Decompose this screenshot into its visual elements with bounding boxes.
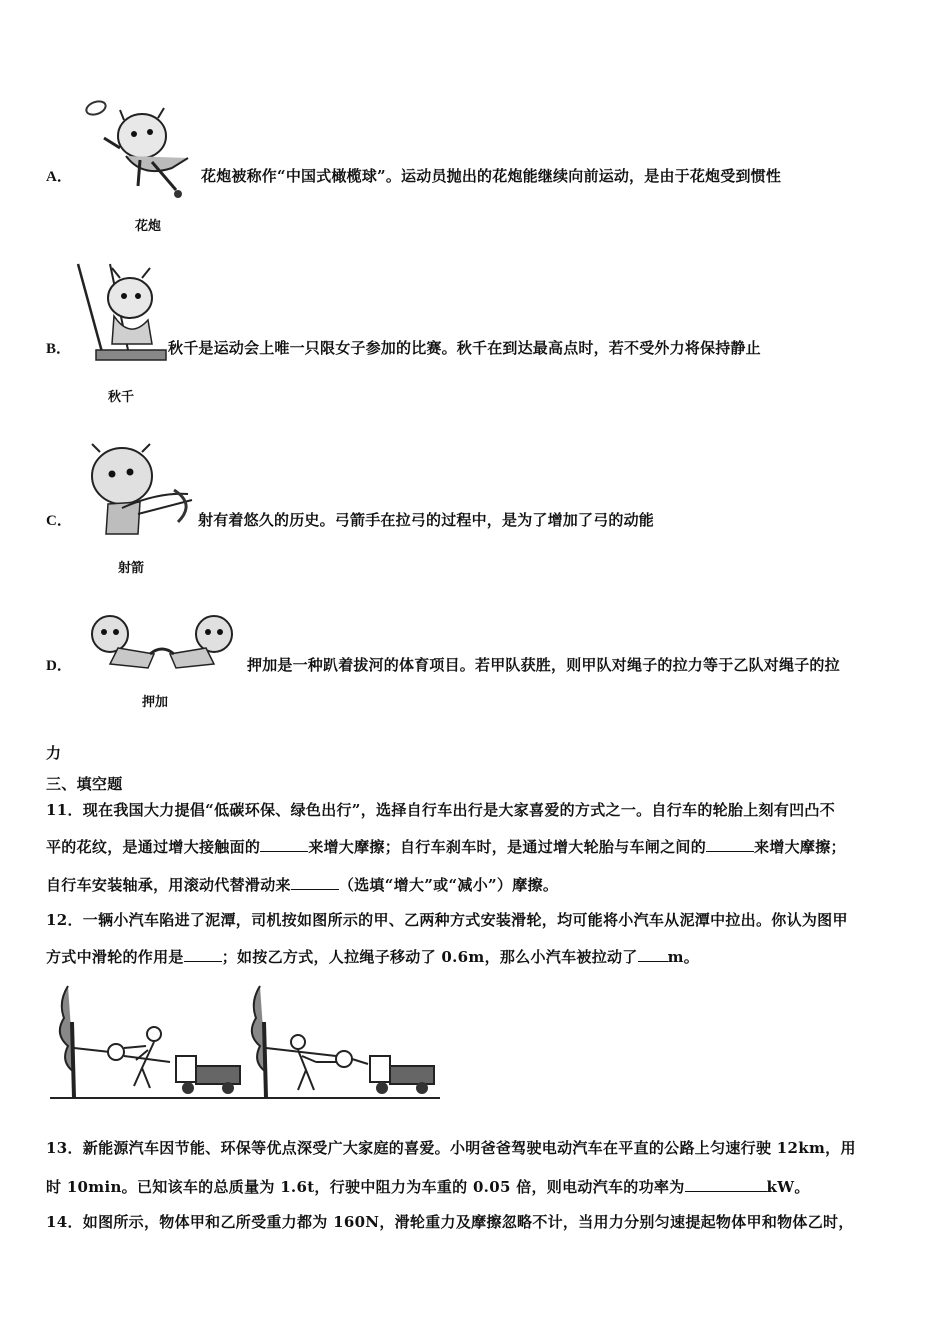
huapao-illustration [80,98,200,208]
pulley-figure-jia [50,982,246,1100]
option-d-letter: D． [46,658,72,674]
q12-blank-1[interactable] [184,960,222,962]
q13-blank-1[interactable] [685,1190,767,1192]
q14-line1: 14．如图所示，物体甲和乙所受重力都为 160N，滑轮重力及摩擦忽略不计，当用力分别匀速提起物体甲和物体乙时， [46,1213,854,1231]
option-d-caption: 押加 [142,695,169,710]
option-c-caption: 射箭 [118,561,145,576]
q13-line2-a: 时 10min。已知该车的总质量为 1.6t，行驶中阻力为车重的 0.05 倍，则电动汽车的功率为 [46,1178,685,1196]
yajia-illustration [88,608,238,678]
q12-line2-c: m。 [667,948,700,966]
option-b-letter: B． [46,341,72,357]
q12-line2-b: ；如按乙方式，人拉绳子移动了 0.6m，那么小汽车被拉动了 [221,948,638,966]
option-a-text: 花炮被称作“中国式橄榄球”。运动员抛出的花炮能继续向前运动，是由于花炮受到惯性 [201,167,782,185]
q11-line3 [46,874,558,895]
option-c-letter: C． [46,513,72,529]
option-a-caption: 花炮 [135,219,162,234]
option-b-text: 秋千是运动会上唯一只限女子参加的比赛。秋千在到达最高点时，若不受外力将保持静止 [168,339,761,357]
q13-line1: 13．新能源汽车因节能、环保等优点深受广大家庭的喜爱。小明爸爸驾驶电动汽车在平直的公路上匀速行驶 12km，用 [46,1139,856,1157]
option-d-continuation: 力 [46,744,62,762]
sheya-illustration [78,442,198,547]
q11-line1: 11．现在我国大力提倡“低碳环保、绿色出行”，选择自行车出行是大家喜爱的方式之一。自行车的轮胎上刻有凹凸不 [46,801,836,819]
q11-line2 [46,836,846,857]
option-b-caption: 秋千 [108,390,135,405]
option-d-text: 押加是一种趴着拔河的体育项目。若甲队获胜，则甲队对绳子的拉力等于乙队对绳子的拉 [247,656,840,674]
option-c-text: 射有着悠久的历史。弓箭手在拉弓的过程中，是为了增加了弓的动能 [198,511,655,529]
q11-line2-c: 来增大摩擦； [754,838,846,856]
qiuqian-illustration [72,262,172,382]
q12-blank-2[interactable] [638,960,668,962]
q11-line3-a: 自行车安装轴承，用滚动代替滑动来 [46,876,291,894]
section-title: 三、填空题 [46,775,123,793]
q11-blank-2[interactable] [706,850,754,852]
q11-line2-b: 来增大摩擦；自行车刹车时，是通过增大轮胎与车闸之间的 [308,838,707,856]
q12-line2 [46,946,699,967]
pulley-figure-yi [240,982,440,1100]
option-a-letter: A． [46,169,72,185]
q12-line2-a: 方式中滑轮的作用是 [46,948,184,966]
q12-line1: 12．一辆小汽车陷进了泥潭，司机按如图所示的甲、乙两种方式安装滑轮，均可能将小汽车从泥潭中拉出。你认为图甲 [46,911,848,929]
q13-line2-b: kW。 [766,1178,810,1196]
q13-line2 [46,1176,810,1197]
q11-blank-1[interactable] [260,850,308,852]
q11-blank-3[interactable] [291,888,339,890]
q11-line2-a: 平的花纹，是通过增大接触面的 [46,838,261,856]
q11-line3-b: （选填“增大”或“减小”）摩擦。 [338,876,559,894]
